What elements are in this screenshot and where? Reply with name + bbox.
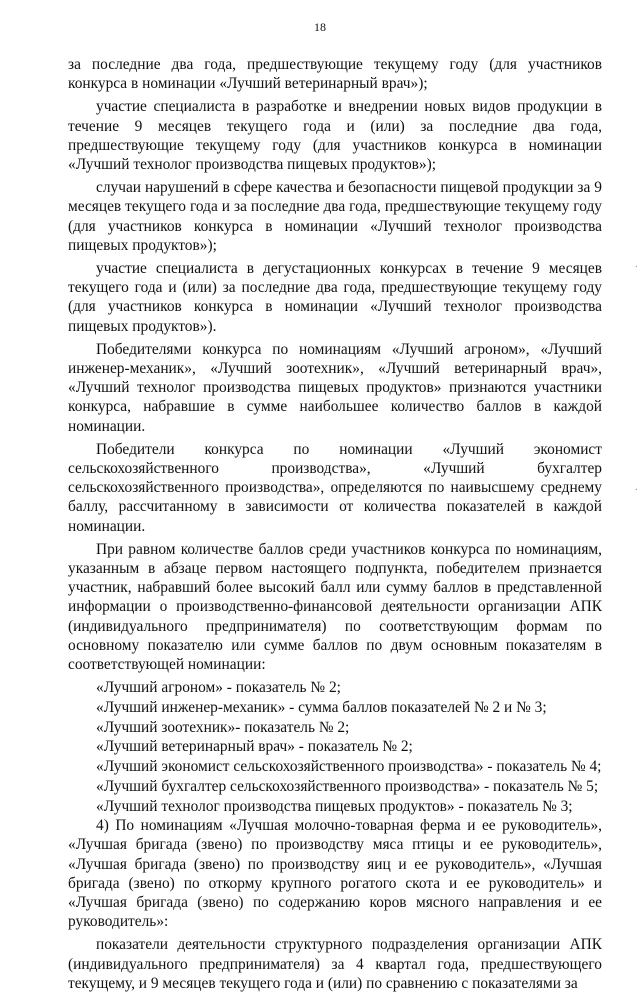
paragraph: за последние два года, предшествующие текущему году (для участников конкурса в номинации «Лучший ветеринарный врач»);	[68, 56, 602, 93]
scan-edge-mark: ·	[634, 262, 638, 273]
list-item: «Лучший агроном» - показатель № 2;	[96, 679, 341, 697]
paragraph: 4) По номинациям «Лучшая молочно-товарная ферма и ее руководитель», «Лучшая бригада (звено) по производству мяса птицы и ее руководитель», «Лучшая бригада (звено) по производству яиц и ее руководитель», «Лучшая бригада (звено) по откорму крупного рогатого скота и ее руководитель» и «Лучшая бригада (звено) по содержанию коров мясного направления и ее руководитель»:	[68, 817, 602, 931]
paragraph: участие специалиста в дегустационных конкурсах в течение 9 месяцев текущего года и (или) за последние два года, предшествующие текущему году (для участников конкурса в номинации «Лучший технолог производства пищевых продуктов»).	[68, 260, 602, 335]
list-item: «Лучший зоотехник»- показатель № 2;	[96, 718, 350, 736]
nominations-list	[68, 678, 602, 815]
paragraph: Победителями конкурса по номинациям «Лучший агроном», «Лучший инженер-механик», «Лучший зоотехник», «Лучший ветеринарный врач», «Лучший технолог производства пищевых продуктов» признаются участники конкурса, набравшие в сумме наибольшее количество баллов в каждой номинации.	[68, 340, 602, 435]
document-body	[68, 55, 602, 997]
paragraph: При равном количестве баллов среди участников конкурса по номинациям, указанным в абзаце первом настоящего подпункта, победителем признается участник, набравший более высокий балл или сумму баллов в представленной информации о производственно-финансовой деятельности организации АПК (индивидуального предпринимателя) по соответствующим формам по основному показателю или сумме баллов по двум основным показателям в соответствующей номинации:	[68, 540, 602, 674]
paragraph: показатели деятельности структурного подразделения организации АПК (индивидуального предпринимателя) за 4 квартал года, предшествующего текущему, и 9 месяцев текущего года и (или) по сравнению с показателями за	[68, 936, 602, 992]
page-number: 18	[314, 20, 326, 34]
list-item: «Лучший технолог производства пищевых продуктов» - показатель № 3;	[96, 797, 573, 815]
paragraph: случаи нарушений в сфере качества и безопасности пищевой продукции за 9 месяцев текущего года и за последние два года, предшествующие текущему году (для участников конкурса в номинации «Лучший технолог производства пищевых продуктов»);	[68, 179, 602, 254]
list-item: «Лучший ветеринарный врач» - показатель № 2;	[96, 738, 413, 756]
paragraph: Победители конкурса по номинации «Лучший экономист сельскохозяйственного производства», «Лучший бухгалтер сельскохозяйственного производства», определяются по наивысшему среднему баллу, рассчитанному в зависимости от количества показателей в каждой номинации.	[68, 440, 602, 535]
list-item: «Лучший инженер-механик» - сумма баллов показателей № 2 и № 3;	[96, 699, 547, 716]
scan-edge-mark: ·	[634, 485, 638, 496]
list-item: «Лучший экономист сельскохозяйственного производства» - показатель № 4;	[96, 758, 602, 776]
list-item: «Лучший бухгалтер сельскохозяйственного производства» - показатель № 5;	[96, 777, 599, 795]
paragraph: участие специалиста в разработке и внедрении новых видов продукции в течение 9 месяцев текущего года и (или) за последние два года, предшествующие текущему году (для участников конкурса в номинации «Лучший технолог производства пищевых продуктов»);	[68, 98, 602, 174]
